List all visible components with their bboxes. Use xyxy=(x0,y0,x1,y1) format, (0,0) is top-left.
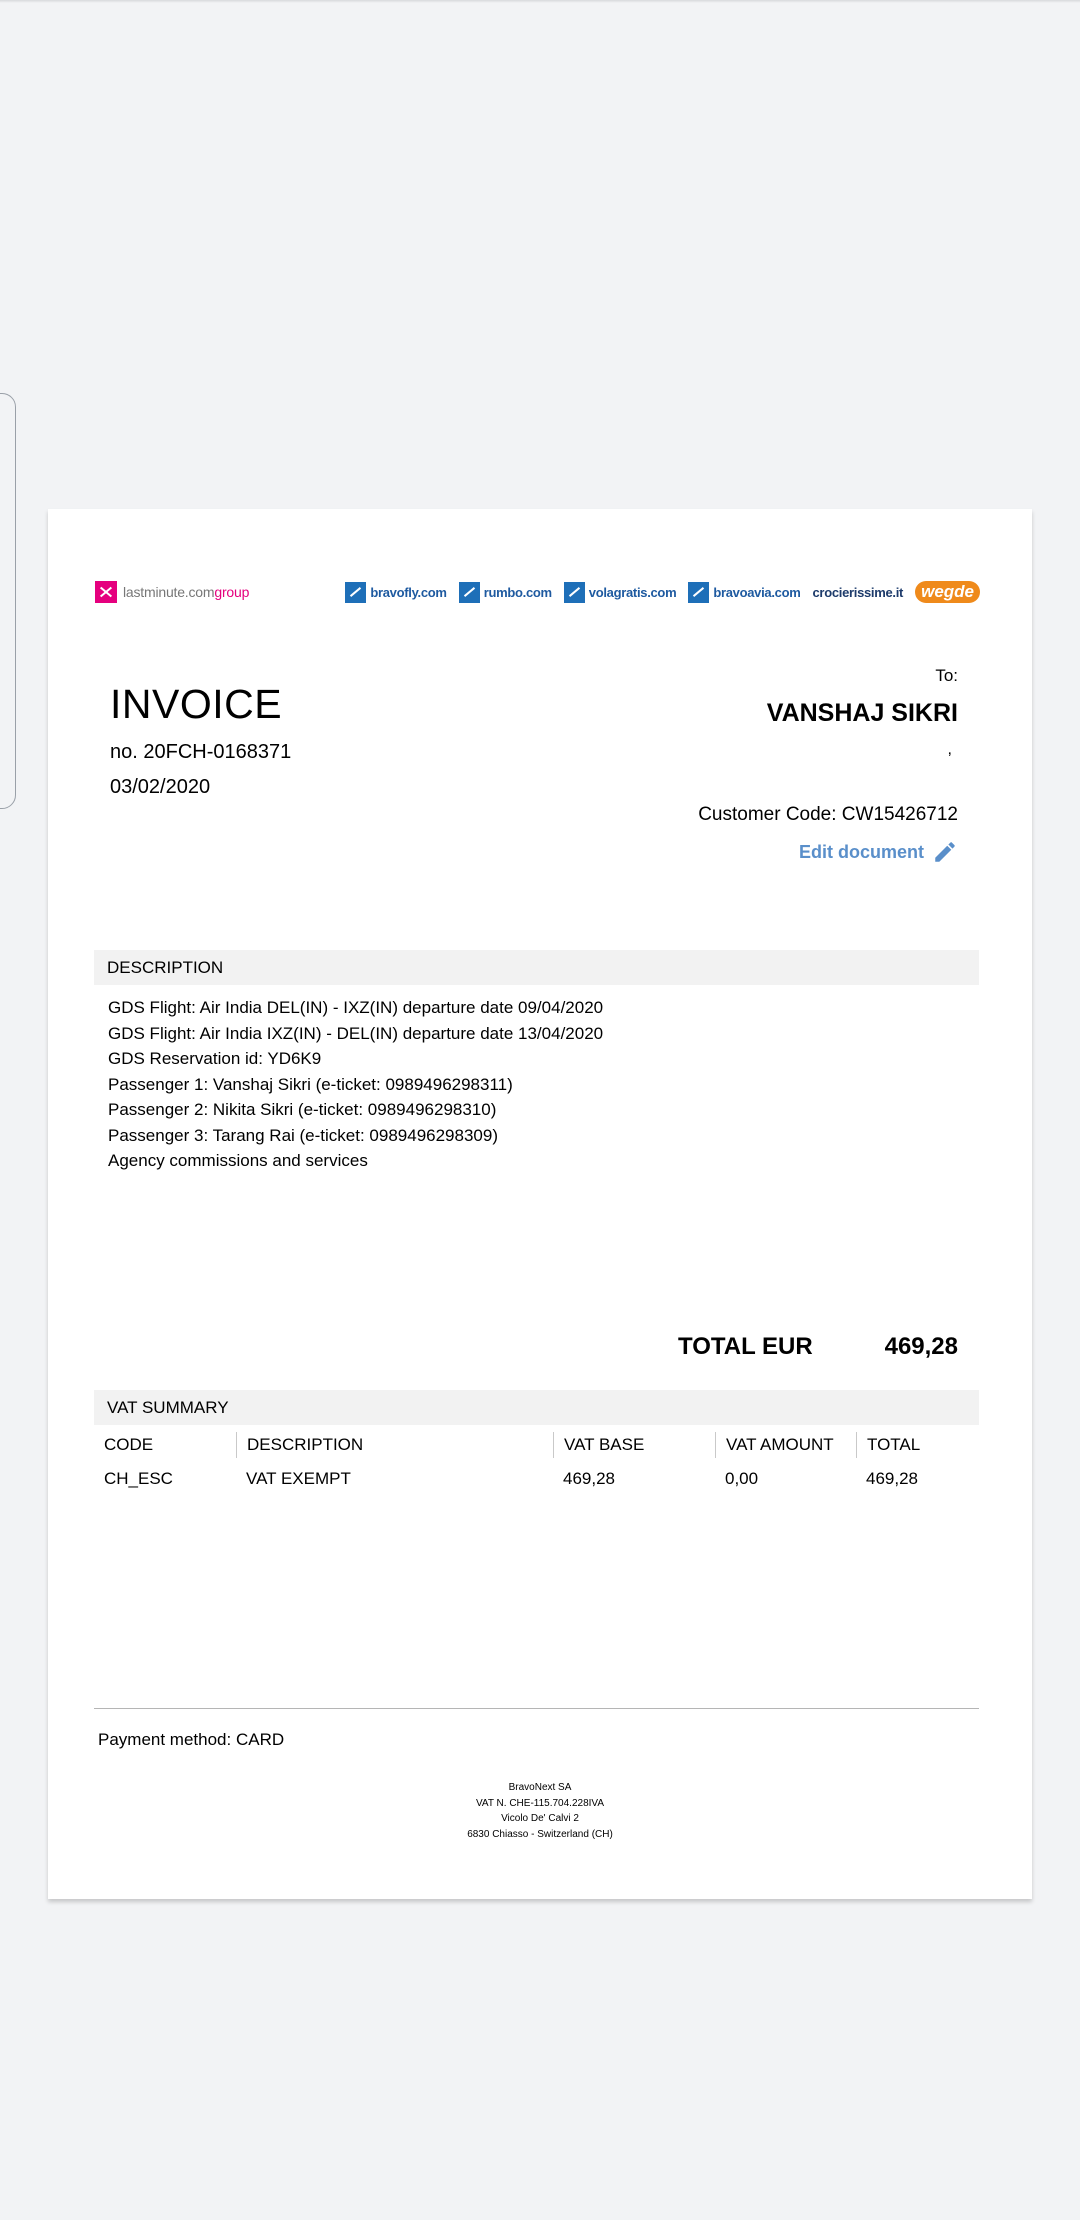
invoice-document xyxy=(48,509,1032,1899)
vat-col-header: CODE xyxy=(104,1435,154,1454)
brand-name: volagratis.com xyxy=(588,584,677,600)
vat-col-header: VAT AMOUNT xyxy=(715,1432,856,1458)
vat-cell: 469,28 xyxy=(866,1469,918,1488)
payment-method: Payment method: CARD xyxy=(98,1730,285,1749)
edit-document-label: Edit document xyxy=(799,841,924,862)
brand-name: bravoavia.com xyxy=(713,584,801,600)
brand-main-name: lastminute.com xyxy=(123,584,215,600)
partner-brands xyxy=(333,581,980,603)
vat-cell: VAT EXEMPT xyxy=(246,1469,351,1488)
volagratis-logo-icon xyxy=(564,582,585,603)
description-list xyxy=(108,995,603,1174)
brand-bravoavia xyxy=(688,582,800,603)
footer-line: VAT N. CHE-115.704.228IVA xyxy=(475,1797,605,1809)
brand-wegde: wegde xyxy=(915,581,980,603)
bravofly-logo-icon xyxy=(345,582,366,603)
footer-divider xyxy=(94,1708,979,1709)
invoice-date: 03/02/2020 xyxy=(110,776,211,798)
footer-line: BravoNext SA xyxy=(508,1782,572,1793)
lastminute-logo-icon xyxy=(95,581,117,603)
brand-main-suffix: group xyxy=(214,584,250,600)
brand-bravofly xyxy=(345,582,446,603)
brand-crocierissime xyxy=(813,585,904,600)
description-line: Agency commissions and services xyxy=(108,1151,368,1170)
to-label: To: xyxy=(935,666,958,685)
customer-name: VANSHAJ SIKRI xyxy=(766,699,958,727)
bravoavia-logo-icon xyxy=(688,582,709,603)
description-header: DESCRIPTION xyxy=(94,950,979,985)
company-footer xyxy=(48,1780,1032,1842)
brand-name: rumbo.com xyxy=(483,584,552,600)
description-line: GDS Flight: Air India IXZ(IN) - DEL(IN) departure date 13/04/2020 xyxy=(108,1023,604,1043)
footer-line: Vicolo De' Calvi 2 xyxy=(501,1813,579,1824)
brand-name: bravofly.com xyxy=(370,584,447,600)
invoice-number: no. 20FCH-0168371 xyxy=(110,741,292,763)
invoice-title: INVOICE xyxy=(110,681,283,727)
brand-strip xyxy=(95,581,980,607)
rumbo-logo-icon xyxy=(459,582,480,603)
vat-summary-header: VAT SUMMARY xyxy=(94,1390,979,1425)
footer-line: 6830 Chiasso - Switzerland (CH) xyxy=(467,1828,613,1840)
vat-col-header: VAT BASE xyxy=(553,1432,715,1458)
vat-table-header-row xyxy=(94,1428,979,1462)
side-panel-handle[interactable] xyxy=(0,393,16,809)
description-line: Passenger 2: Nikita Sikri (e-ticket: 0989496298310) xyxy=(108,1100,497,1119)
vat-table xyxy=(94,1428,979,1496)
vat-col-header: TOTAL xyxy=(856,1432,979,1458)
vat-cell: 0,00 xyxy=(725,1469,759,1488)
pencil-icon xyxy=(932,839,958,865)
description-line: GDS Reservation id: YD6K9 xyxy=(108,1049,322,1068)
brand-rumbo xyxy=(459,582,552,603)
table-row xyxy=(94,1462,979,1496)
top-edge-shadow xyxy=(0,0,1080,3)
lastminute-group-logo xyxy=(95,581,249,603)
vat-cell: 469,28 xyxy=(563,1469,615,1488)
vat-col-header: DESCRIPTION xyxy=(236,1432,553,1458)
brand-volagratis xyxy=(564,582,677,603)
vat-cell: CH_ESC xyxy=(104,1469,173,1488)
customer-code: Customer Code: CW15426712 xyxy=(698,804,958,825)
brand-name: crocierissime.it xyxy=(812,584,904,600)
customer-address: , xyxy=(947,741,952,758)
total-label: TOTAL EUR xyxy=(678,1333,813,1360)
description-line: Passenger 3: Tarang Rai (e-ticket: 0989496298309) xyxy=(108,1125,498,1145)
edit-document-button[interactable] xyxy=(799,839,958,865)
description-line: Passenger 1: Vanshaj Sikri (e-ticket: 0989496298311) xyxy=(108,1074,513,1094)
description-line: GDS Flight: Air India DEL(IN) - IXZ(IN) departure date 09/04/2020 xyxy=(108,998,604,1017)
total-value: 469,28 xyxy=(884,1333,958,1360)
